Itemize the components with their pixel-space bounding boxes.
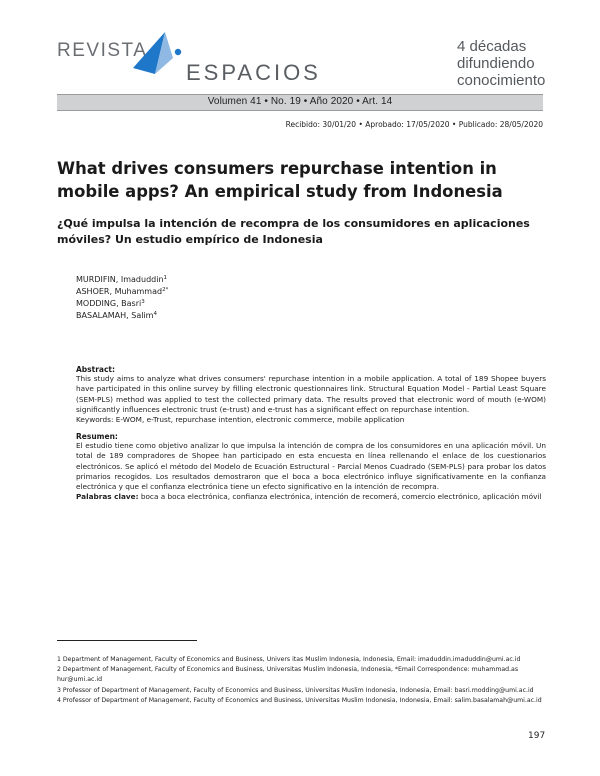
author-affiliation-mark: 1 xyxy=(163,275,168,281)
footnotes xyxy=(57,655,547,706)
author-affiliation-mark: 3 xyxy=(141,299,145,305)
footnote-item: 4 Professor of Department of Management, Faculty of Economics and Business, Universitas Muslim Indonesia, Indonesia, Email: salim.basalamah@umi.ac.id xyxy=(57,696,542,704)
author-list xyxy=(76,273,168,321)
article-title-english: What drives consumers repurchase intention in mobile apps? An empirical study from Indonesia xyxy=(57,159,503,201)
resumen-keywords-text: boca a boca electrónica, confianza electrónica, intención de recomerá, comercio electrónico, aplicación móvil xyxy=(138,492,542,502)
resumen-keywords-label: Palabras clave: xyxy=(76,492,139,502)
revista-espacios-logo-mark xyxy=(125,28,185,78)
slogan-line: conocimiento xyxy=(457,72,546,89)
footnote-item: 3 Professor of Department of Management, Faculty of Economics and Business, Universitas Muslim Indonesia, Indonesia, Email: basri.modding@umi.ac.id xyxy=(57,686,534,694)
resumen-heading: Resumen: xyxy=(76,432,118,441)
slogan-line: 4 décadas xyxy=(457,38,527,55)
resumen-section xyxy=(76,432,546,503)
author-name: BASALAMAH, Salim xyxy=(76,311,154,320)
author-affiliation-mark: 2* xyxy=(162,287,169,293)
author-name: MODDING, Basri xyxy=(76,299,142,308)
logo-revista-text: REVISTA xyxy=(57,40,148,61)
abstract-body: This study aims to analyze what drives consumers' repurchase intention in a mobile application. A total of 189 Shopee buyers have participated in this online survey by filling electronic questionnaires link. Structural Equation Model - Partial Least Square (SEM-PLS) method was applied to test the collected primary data. The results proved that electronic word of mouth (e-WOM) significantly influences electronic trust (e-trust) and e-trust has a significant effect on repurchase intention. xyxy=(76,374,546,414)
resumen-keywords xyxy=(76,492,546,502)
logo-espacios-text: ESPACIOS xyxy=(186,60,321,85)
author-name: MURDIFIN, Imaduddin xyxy=(76,275,164,284)
volume-info: Volumen 41 • No. 19 • Año 2020 • Art. 14 xyxy=(207,96,393,107)
volume-bar xyxy=(57,94,543,111)
abstract-keywords: Keywords: E-WOM, e-Trust, repurchase intention, electronic commerce, mobile application xyxy=(76,415,405,425)
author-item xyxy=(76,285,168,297)
page-number: 197 xyxy=(528,731,546,741)
resumen-body: El estudio tiene como objetivo analizar lo que impulsa la intención de compra de los consumidores en una aplicación móvil. Un total de 189 compradores de Shopee han participado en esta encuesta en línea rellenando el enlace de los cuestionarios electrónicos. Se aplicó el método del Modelo de Ecuación Estructural - Parcial Menos Cuadrado (SEM-PLS) para probar los datos primarios recogidos. Los resultados demostraron que el boca a boca electrónico influye significativamente en la confianza electrónica y que el confianza electrónica tiene un efecto significativo en la intención de recompra. xyxy=(76,441,546,492)
footnote-item: 2 Department of Management, Faculty of Economics and Business, Universitas Muslim Indonesia, Indonesia, *Email Correspondence: muhammad.as hur@umi.ac.id xyxy=(57,666,519,684)
author-item xyxy=(76,273,168,285)
footnote-item: 1 Department of Management, Faculty of Economics and Business, Univers itas Muslim Indonesia, Indonesia, Email: imaduddin.imaduddin@umi.ac.id xyxy=(57,656,521,663)
footnote-divider xyxy=(57,640,197,641)
abstract-heading: Abstract: xyxy=(76,365,116,374)
abstract-section xyxy=(76,365,546,425)
author-item xyxy=(76,297,168,309)
author-name: ASHOER, Muhammad xyxy=(76,287,163,296)
journal-slogan xyxy=(457,38,545,89)
publication-dates: Recibido: 30/01/20 • Aprobado: 17/05/2020 • Publicado: 28/05/2020 xyxy=(285,120,543,129)
slogan-line: difundiendo xyxy=(457,55,535,72)
article-title-spanish: ¿Qué impulsa la intención de recompra de los consumidores en aplicaciones móviles? Un estudio empírico de Indonesia xyxy=(57,217,530,246)
author-item xyxy=(76,309,168,321)
author-affiliation-mark: 4 xyxy=(153,311,157,317)
